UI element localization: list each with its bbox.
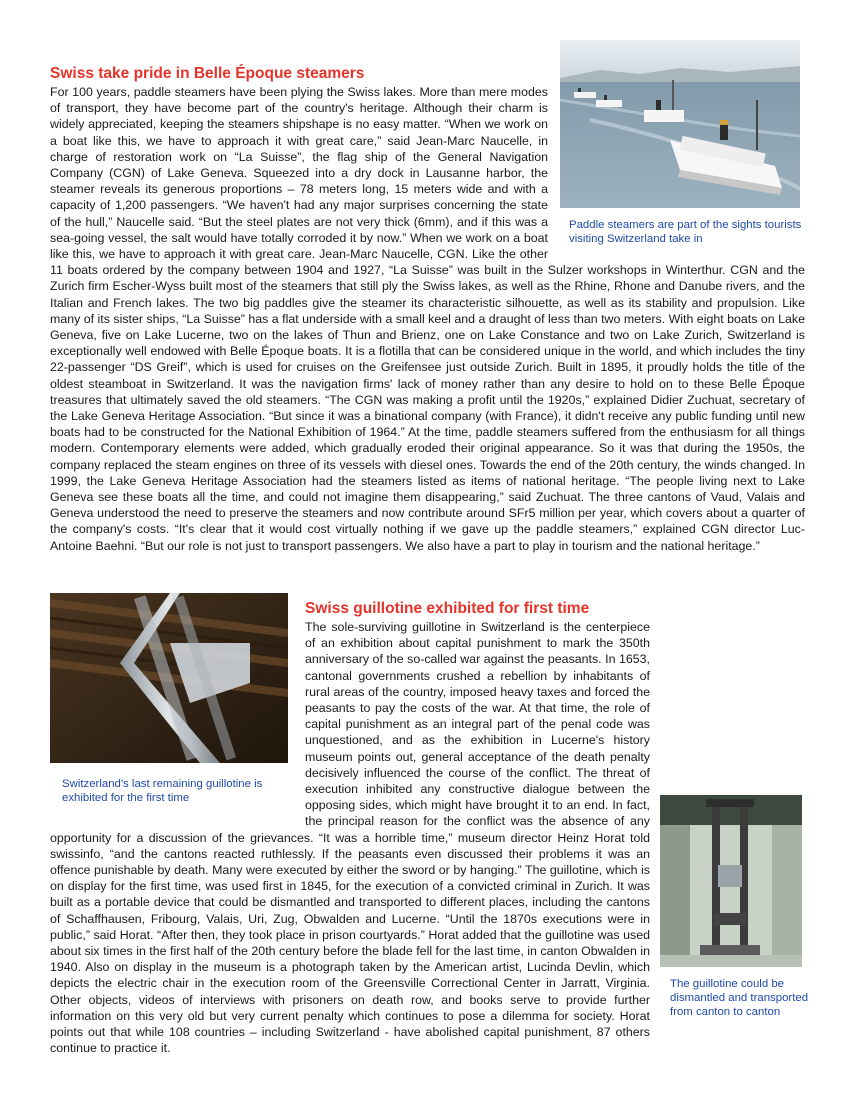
guillotine-photo2-figure bbox=[660, 795, 810, 1035]
article-steamers bbox=[50, 64, 805, 554]
steamer-photo bbox=[560, 40, 800, 208]
article-guillotine-body: The sole-surviving guillotine in Switzerland is the centerpiece of an exhibition about capital punishment to mark the 350th anniversary of the so-called war against the peasants. In 1653, cantonal governments crushed a rebellion by inhabitants of rural areas of the country, imposed heavy taxes and forced the peasants to pay the costs of the war. At that time, the role of capital punishment as an integral part of the penal code was unquestioned, and as the exhibition in Lucerne's history museum points out, general acceptance of the death penalty decisively influenced the course of the conflict. The threat of execution inhibited any constructive dialogue between the opposing sides, which might have brought it to an end. In fact, the principal reason for the conflict was the absence of any opportunity for a discussion of the grievances. “It was a horrible time,” museum director Heinz Horat told swissinfo, “and the cantons reacted ruthlessly. If the peasants even discussed their problems it was an offence punishable by death. Many were executed by either the sword or by hanging.” The guillotine, which is on display for the first time, was used first in 1845, for the execution of a convicted criminal in Zurich. It was built as a portable device that could be dismantled and transported to different places, including the cantons of Schaffhausen, Fribourg, Valais, Uri, Zug, Obwalden and Lucerne. “Until the 1870s executions were in public,” said Horat. “After then, they took place in prison courtyards.” Horat added that the guillotine was used about six times in the first half of the 20th century before the blade fell for the last time, in canton Obwalden in 1940. Also on display in the museum is a photograph taken by the American artist, Lucinda Devlin, which depicts the electric chair in the execution room of the Greensville Correctional Center in Jarratt, Virginia. Other objects, videos of interviews with prisoners on death row, and books serve to provide further information on this very old but very current penalty which continues to pose a dilemma for society. Horat points out that while 108 countries – including Switzerland - have abolished capital punishment, 87 others continue to practice it. bbox=[50, 620, 650, 1056]
guillotine-photo1-illustration bbox=[50, 593, 288, 763]
article-guillotine bbox=[50, 599, 809, 1056]
guillotine-photo1-figure bbox=[50, 593, 305, 825]
guillotine-photo1 bbox=[50, 593, 288, 763]
guillotine-photo1-caption: Switzerland's last remaining guillotine is exhibited for the first time bbox=[62, 778, 263, 804]
steamer-photo-illustration bbox=[560, 40, 800, 208]
article-steamers-title: Swiss take pride in Belle Époque steamers bbox=[50, 65, 365, 82]
article-guillotine-title: Swiss guillotine exhibited for first time bbox=[305, 600, 590, 617]
steamer-photo-figure bbox=[560, 40, 810, 250]
guillotine-photo2 bbox=[660, 795, 802, 967]
article-steamers-body: For 100 years, paddle steamers have been plying the Swiss lakes. More than mere modes of transport, they have become part of the country's heritage. Although their charm is widely appreciated, keeping the steamers shipshape is no easy matter. “When we work on a boat like this, we have to approach it with great care,” said Jean-Marc Naucelle, in charge of restoration work on “La Suisse”, the flag ship of the General Navigation Company (CGN) of Lake Geneva. Squeezed into a dry dock in Lausanne harbor, the steamer reveals its generous proportions – 78 meters long, 15 meters wide and with a capacity of 1,200 passengers. “We haven't had any major surprises concerning the state of the hull,” Naucelle said. “But the steel plates are not very thick (6mm), and if this was a sea-going vessel, the salt would have totally corroded it by now.” When we work on a boat like this, we have to approach it with great care. Jean-Marc Naucelle, CGN. Like the other 11 boats ordered by the company between 1904 and 1927, “La Suisse” was built in the Sulzer workshops in Winterthur. CGN and the Zurich firm Escher-Wyss built most of the steamers that still ply the Swiss lakes, as well as the Rhine, Rhone and Danube rivers, and the Italian and French lakes. The two big paddles give the steamer its characteristic silhouette, as well as its stability and propulsion. Like many of its sister ships, “La Suisse” has a flat underside with a small keel and a draught of less than two meters. With eight boats on Lake Geneva, five on Lake Lucerne, two on the lakes of Thun and Brienz, one on Lake Constance and two on Lake Zurich, Switzerland is exceptionally well endowed with Belle Époque boats. It is a flotilla that can be considered unique in the world, and which includes the tiny 22-passenger “DS Greif”, which is used for cruises on the Greifensee just outside Zurich. Built in 1895, it proudly holds the title of the oldest steamboat in Switzerland. It was the navigation firms' lack of money rather than any desire to hold on to these Belle Époque treasures that ultimately saved the old steamers. “The CGN was making a profit until the 1920s,” explained Didier Zuchuat, secretary of the Lake Geneva Heritage Association. “But since it was a binational company (with France), it didn't receive any public funding until new boats had to be constructed for the National Exhibition of 1964.” At the time, paddle steamers suffered from the enthusiasm for all things modern. Contemporary elements were added, which gradually eroded their original appearance. So it was that during the 1950s, the company replaced the steam engines on three of its vessels with diesel ones. Towards the end of the 20th century, the winds changed. In 1999, the Lake Geneva Heritage Association had the steamers listed as items of national heritage. “The people living next to Lake Geneva see these boats all the time, and could not imagine them disappearing,” said Zuchuat. The three cantons of Vaud, Valais and Geneva understood the need to preserve the steamers and now contribute around SFr5 million per year, which covers about a quarter of the company's costs. “It's clear that it would cost virtually nothing if we gave up the paddle steamers,” explained CGN director Luc-Antoine Baehni. “But our role is not just to transport passengers. We also have a part to play in tourism and the national heritage.” bbox=[50, 85, 805, 553]
steamer-photo-caption: Paddle steamers are part of the sights tourists visiting Switzerland take in bbox=[569, 219, 802, 245]
guillotine-photo2-illustration bbox=[660, 795, 802, 967]
guillotine-photo2-caption: The guillotine could be dismantled and transported from canton to canton bbox=[670, 978, 809, 1018]
